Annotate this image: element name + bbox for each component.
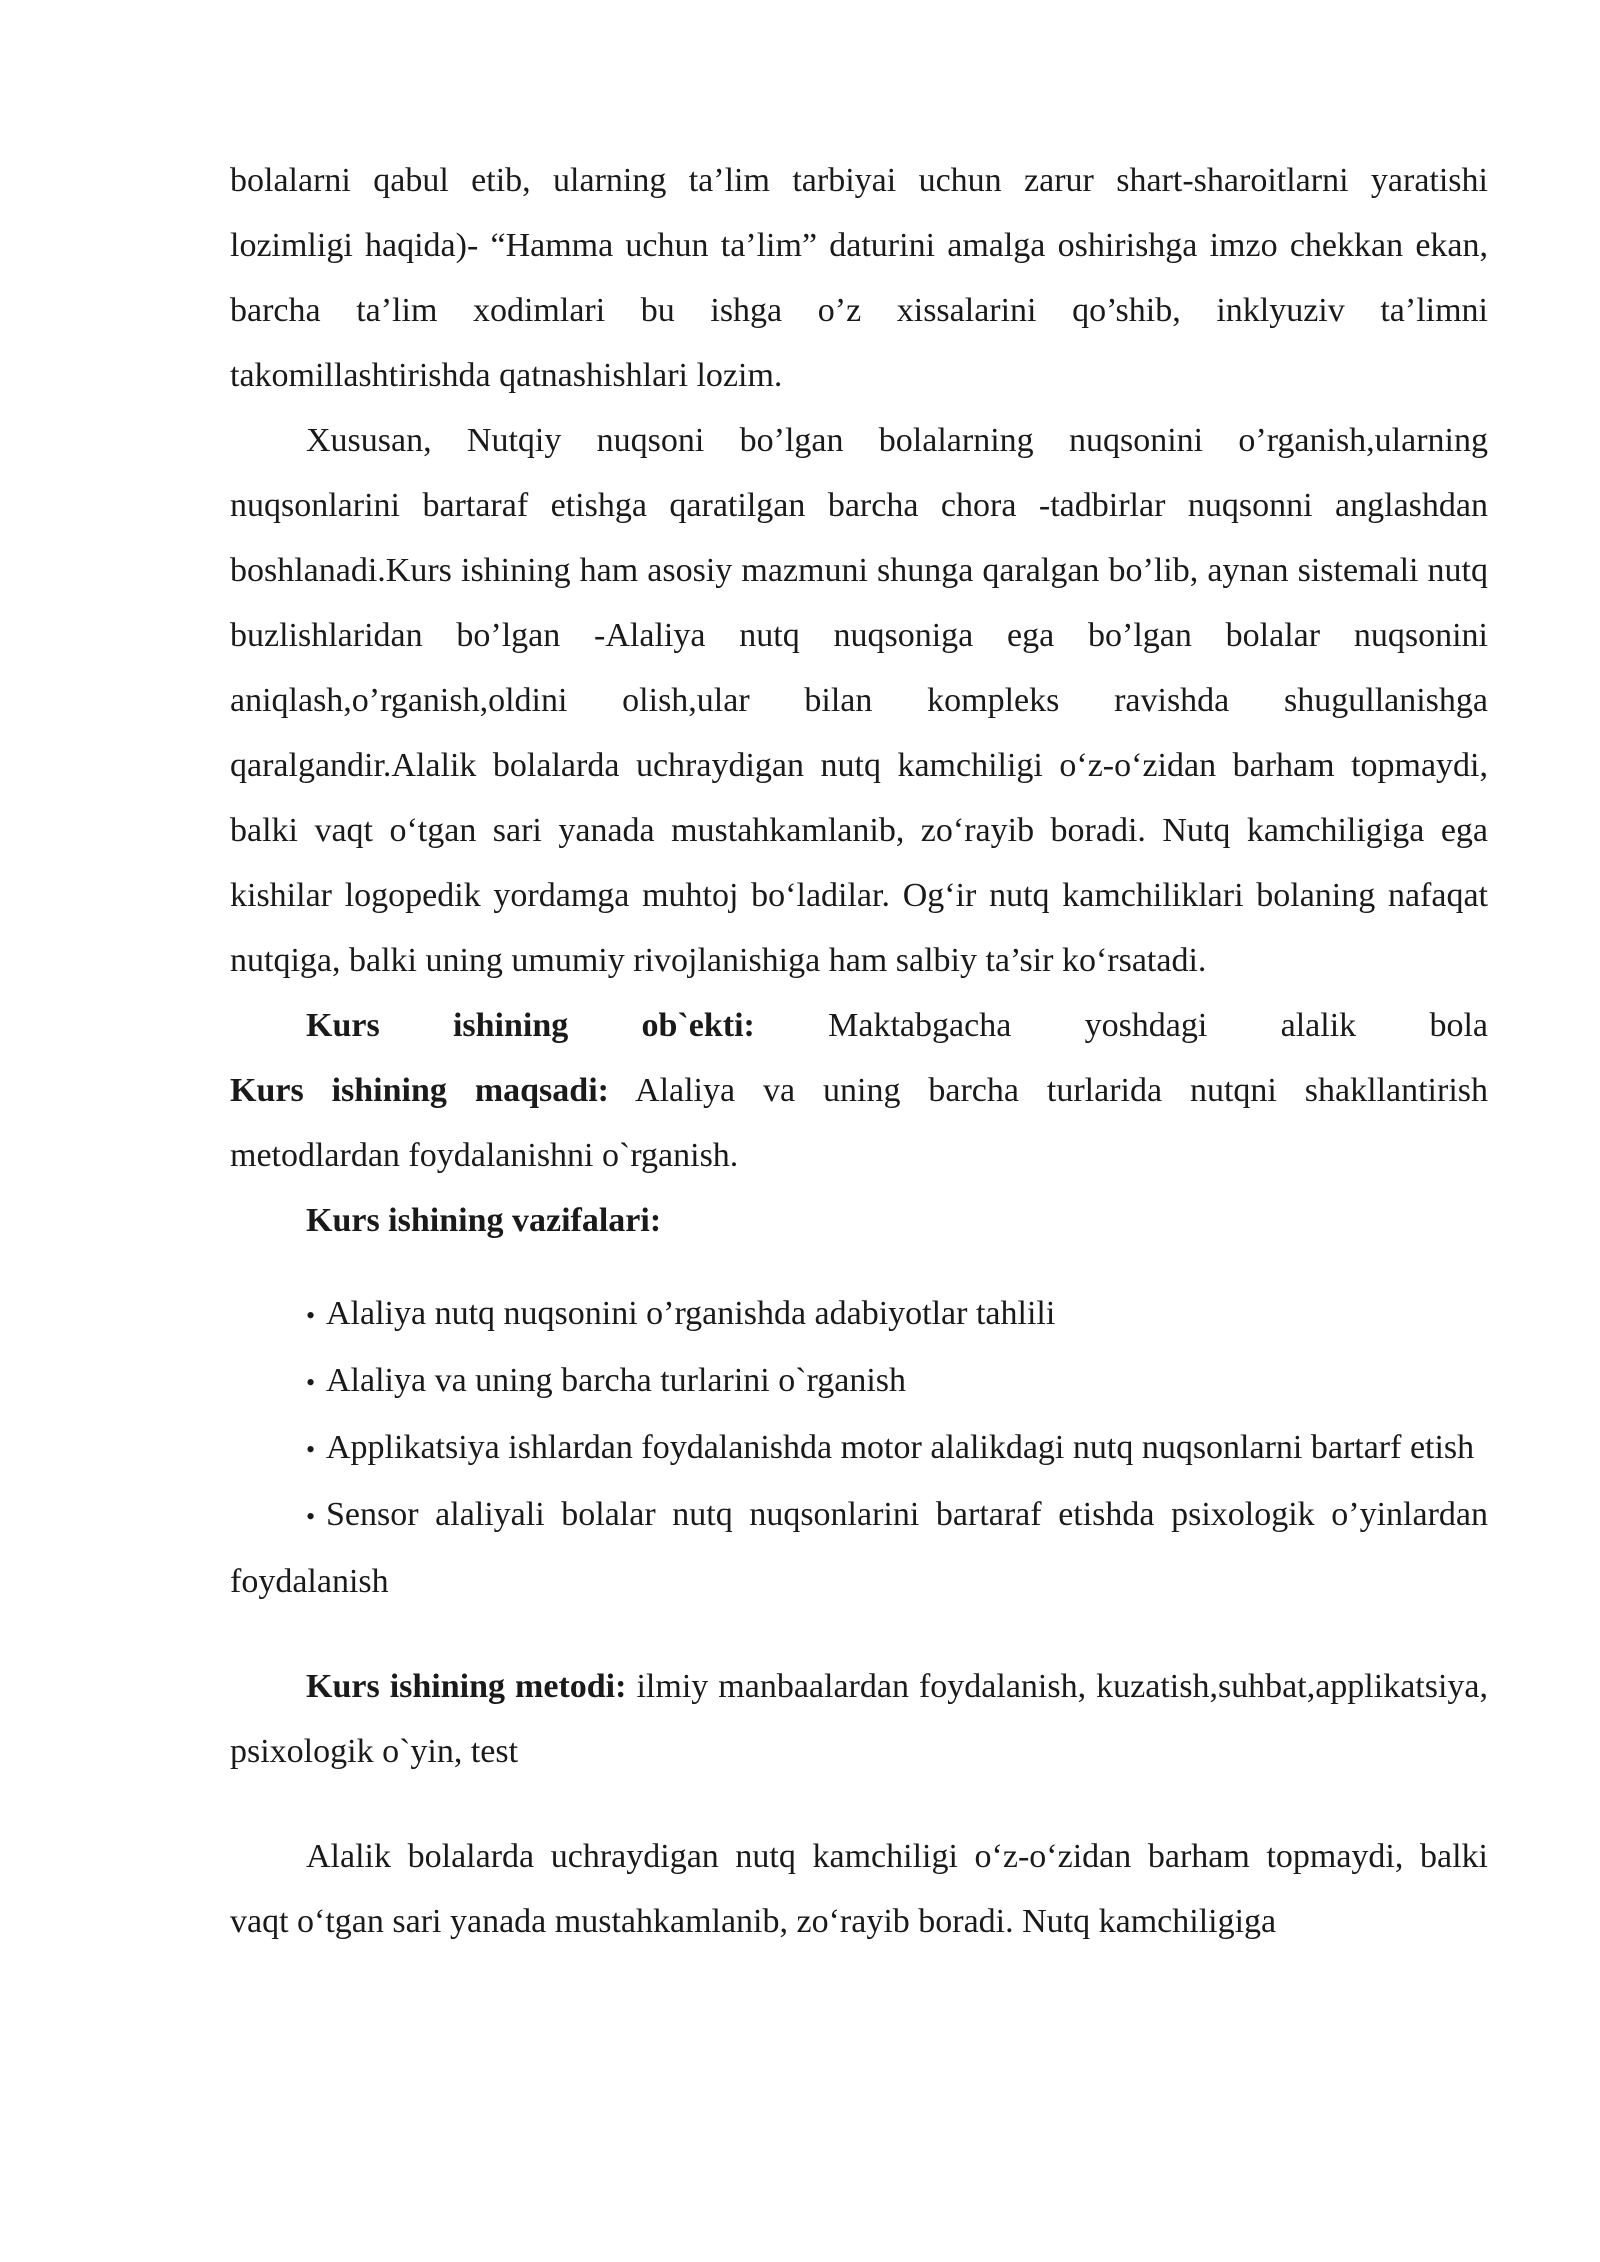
method-label: Kurs ishining metodi:	[306, 1668, 627, 1705]
tasks-heading	[230, 1188, 1488, 1253]
list-item	[230, 1482, 1488, 1614]
paragraph-xususan: Xususan, Nutqiy nuqsoni bo’lgan bolalarning nuqsonini o’rganish,ularning nuqsonlarini bartaraf etishga qaratilgan barcha chora -tadbirlar nuqsonni anglashdan boshlanadi.Kurs ishining ham asosiy mazmuni shunga qaralgan bo’lib, aynan sistemali nutq buzlishlaridan bo’lgan -Alaliya nutq nuqsoniga ega bo’lgan bolalar nuqsonini aniqlash,o’rganish,oldini olish,ular bilan kompleks ravishda shugullanishga qaralgandir.Alalik bolalarda uchraydigan nutq kamchiligi o‘z-o‘zidan barham topmaydi, balki vaqt o‘tgan sari yanada mustahkamlanib, zo‘rayib boradi. Nutq kamchiligiga ega kishilar logopedik yordamga muhtoj bo‘ladilar. Og‘ir nutq kamchiliklari bolaning nafaqat nutqiga, balki uning umumiy rivojlanishiga ham salbiy ta’sir ko‘rsatadi.	[230, 422, 1488, 979]
paragraph-object	[230, 993, 1488, 1058]
list-item-text: Applikatsiya ishlardan foydalanishda motor alalikdagi nutq nuqsonlarni bartarf etish	[326, 1429, 1475, 1466]
list-item	[230, 1348, 1488, 1415]
paragraph-alalik: Alalik bolalarda uchraydigan nutq kamchiligi o‘z-o‘zidan barham topmaydi, balki vaqt o‘tgan sari yanada mustahkamlanib, zo‘rayib boradi. Nutq kamchiligiga	[230, 1838, 1488, 1940]
document-page	[230, 148, 1488, 1954]
bullet-icon: •	[306, 1368, 316, 1397]
list-item	[230, 1415, 1488, 1482]
tasks-heading-text: Kurs ishining vazifalari:	[306, 1202, 662, 1239]
goal-text: Alaliya va uning barcha turlarida nutqni shakllantirish metodlardan foydalanishni o`rganish.	[230, 1072, 1488, 1174]
bullet-icon: •	[306, 1502, 316, 1531]
tasks-list	[230, 1281, 1488, 1614]
list-item-text: Sensor alaliyali bolalar nutq nuqsonlarini bartaraf etishda psixologik o’yinlardan foydalanish	[230, 1496, 1488, 1600]
object-label: Kurs ishining ob`ekti:	[306, 1007, 755, 1044]
paragraph-intro-continuation: bolalarni qabul etib, ularning ta’lim tarbiyai uchun zarur shart-sharoitlarni yaratishi lozimligi haqida)- “Hamma uchun ta’lim” daturini amalga oshirishga imzo chekkan ekan, barcha ta’lim xodimlari bu ishga o’z xissalarini qo’shib, inklyuziv ta’limni takomillashtirishda qatnashishlari lozim.	[230, 162, 1488, 394]
bullet-icon: •	[306, 1435, 316, 1464]
spacer	[230, 1784, 1488, 1824]
paragraph-goal	[230, 1058, 1488, 1188]
list-item-text: Alaliya nutq nuqsonini o’rganishda adabiyotlar tahlili	[326, 1295, 1056, 1332]
goal-label: Kurs ishining maqsadi:	[230, 1072, 609, 1109]
method-text: ilmiy manbaalardan foydalanish, kuzatish,suhbat,applikatsiya, psixologik o`yin, test	[230, 1668, 1489, 1770]
spacer	[230, 1253, 1488, 1281]
paragraph-method	[230, 1654, 1488, 1784]
object-text: Maktabgacha yoshdagi alalik bola	[754, 1007, 1488, 1044]
spacer	[230, 1614, 1488, 1654]
list-item	[230, 1281, 1488, 1348]
bullet-icon: •	[306, 1301, 316, 1330]
list-item-text: Alaliya va uning barcha turlarini o`rganish	[326, 1362, 907, 1399]
